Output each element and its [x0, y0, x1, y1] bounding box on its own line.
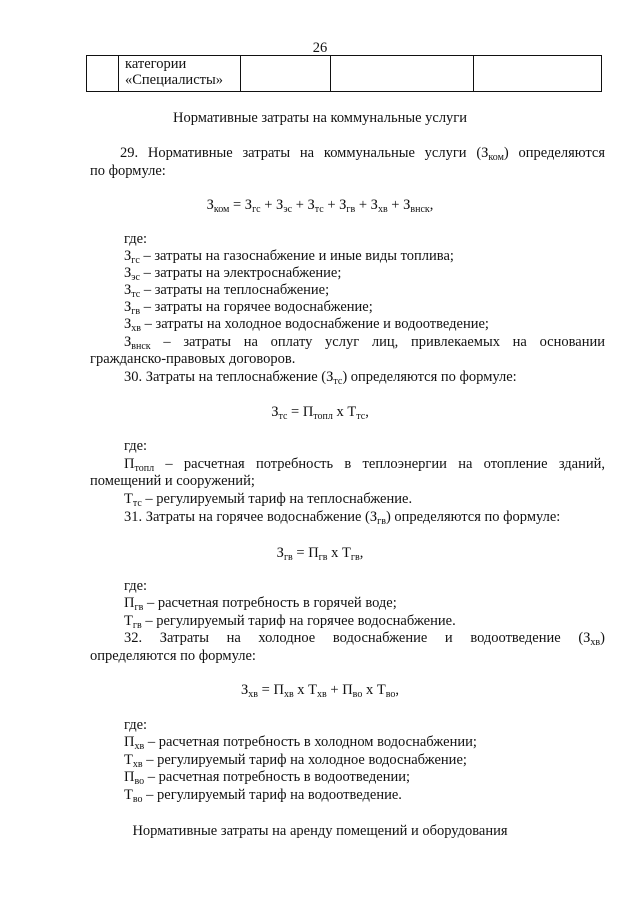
where-label: где:: [124, 438, 148, 454]
paragraph-31: 31. Затраты на горячее водоснабжение $(З_{гв})$ определяются по формуле:: [124, 509, 561, 527]
section-heading-utilities: Нормативные затраты на коммунальные услуги: [172, 110, 468, 126]
definition-p-topl-line-2: помещений и сооружений;: [90, 473, 255, 489]
where-label: где:: [124, 578, 148, 594]
table-cell: [241, 56, 331, 92]
definition-vnsk-line-1: $З_{внск}$ – затраты на оплату услуг лиц, привлекаемых на основании: [124, 334, 605, 352]
definition-es: $З_{эс}$ – затраты на электроснабжение;: [124, 265, 342, 283]
table-cell: [331, 56, 474, 92]
paragraph-32-line-1: 32. Затраты на холодное водоснабжение и водоотведение $(З_{хв})$: [124, 630, 605, 648]
definition-vnsk-line-2: гражданско-правовых договоров.: [90, 351, 296, 367]
definition-gv: $З_{гв}$ – затраты на горячее водоснабжение;: [124, 299, 373, 317]
definition-t-gv: $Т_{гв}$ – регулируемый тариф на горячее водоснабжение.: [124, 613, 456, 631]
formula-ts: $З_{тс} = П_{топл}$ х $Т_{тс}$,: [271, 404, 369, 422]
table-cell: [87, 56, 119, 92]
definition-p-topl-line-1: $П_{топл}$ – расчетная потребность в теплоэнергии на отопление зданий,: [124, 456, 605, 474]
where-label: где:: [124, 231, 148, 247]
table-cell: [474, 56, 602, 92]
paragraph-30: 30. Затраты на теплоснабжение $(З_{тс})$ определяются по формуле:: [124, 369, 517, 387]
paragraph-29-line-2: по формуле:: [90, 163, 166, 179]
category-line-1: категории: [125, 56, 187, 72]
definition-t-ts: $Т_{тс}$ – регулируемый тариф на теплоснабжение.: [124, 491, 413, 509]
table-row: [87, 56, 602, 92]
definition-p-hv: $П_{хв}$ – расчетная потребность в холодном водоснабжении;: [124, 734, 477, 752]
formula-hv: $З_{хв} = П_{хв}$ х $Т_{хв} + П_{во}$ х $Т_{во}$,: [241, 682, 399, 700]
definition-t-hv: $Т_{хв}$ – регулируемый тариф на холодное водоснабжение;: [124, 752, 467, 770]
definition-gs: $З_{гс}$ – затраты на газоснабжение и иные виды топлива;: [124, 248, 454, 266]
paragraph-29-line-1: 29. Нормативные затраты на коммунальные услуги $(З_{ком})$ определяются: [120, 145, 606, 163]
formula-gv: $З_{гв} = П_{гв}$ х $Т_{гв}$,: [276, 545, 364, 563]
page-number: 26: [312, 40, 328, 56]
definition-p-vo: $П_{во}$ – расчетная потребность в водоотведении;: [124, 769, 411, 787]
where-label: где:: [124, 717, 148, 733]
category-line-2: «Специалисты»: [125, 72, 223, 88]
definition-ts: $З_{тс}$ – затраты на теплоснабжение;: [124, 282, 330, 300]
definition-t-vo: $Т_{во}$ – регулируемый тариф на водоотведение.: [124, 787, 402, 805]
definition-hv: $З_{хв}$ – затраты на холодное водоснабжение и водоотведение;: [124, 316, 489, 334]
formula-kom: $З_{ком} = З_{гс} + З_{эс} + З_{тс} + З_{гв} + З_{хв} + З_{внск}$,: [206, 197, 434, 215]
table-cell-category: [119, 56, 241, 92]
definition-p-gv: $П_{гв}$ – расчетная потребность в горячей воде;: [124, 595, 397, 613]
paragraph-32-line-2: определяются по формуле:: [90, 648, 256, 664]
costs-table-fragment: [86, 55, 602, 92]
section-heading-rent: Нормативные затраты на аренду помещений и оборудования: [132, 823, 508, 839]
